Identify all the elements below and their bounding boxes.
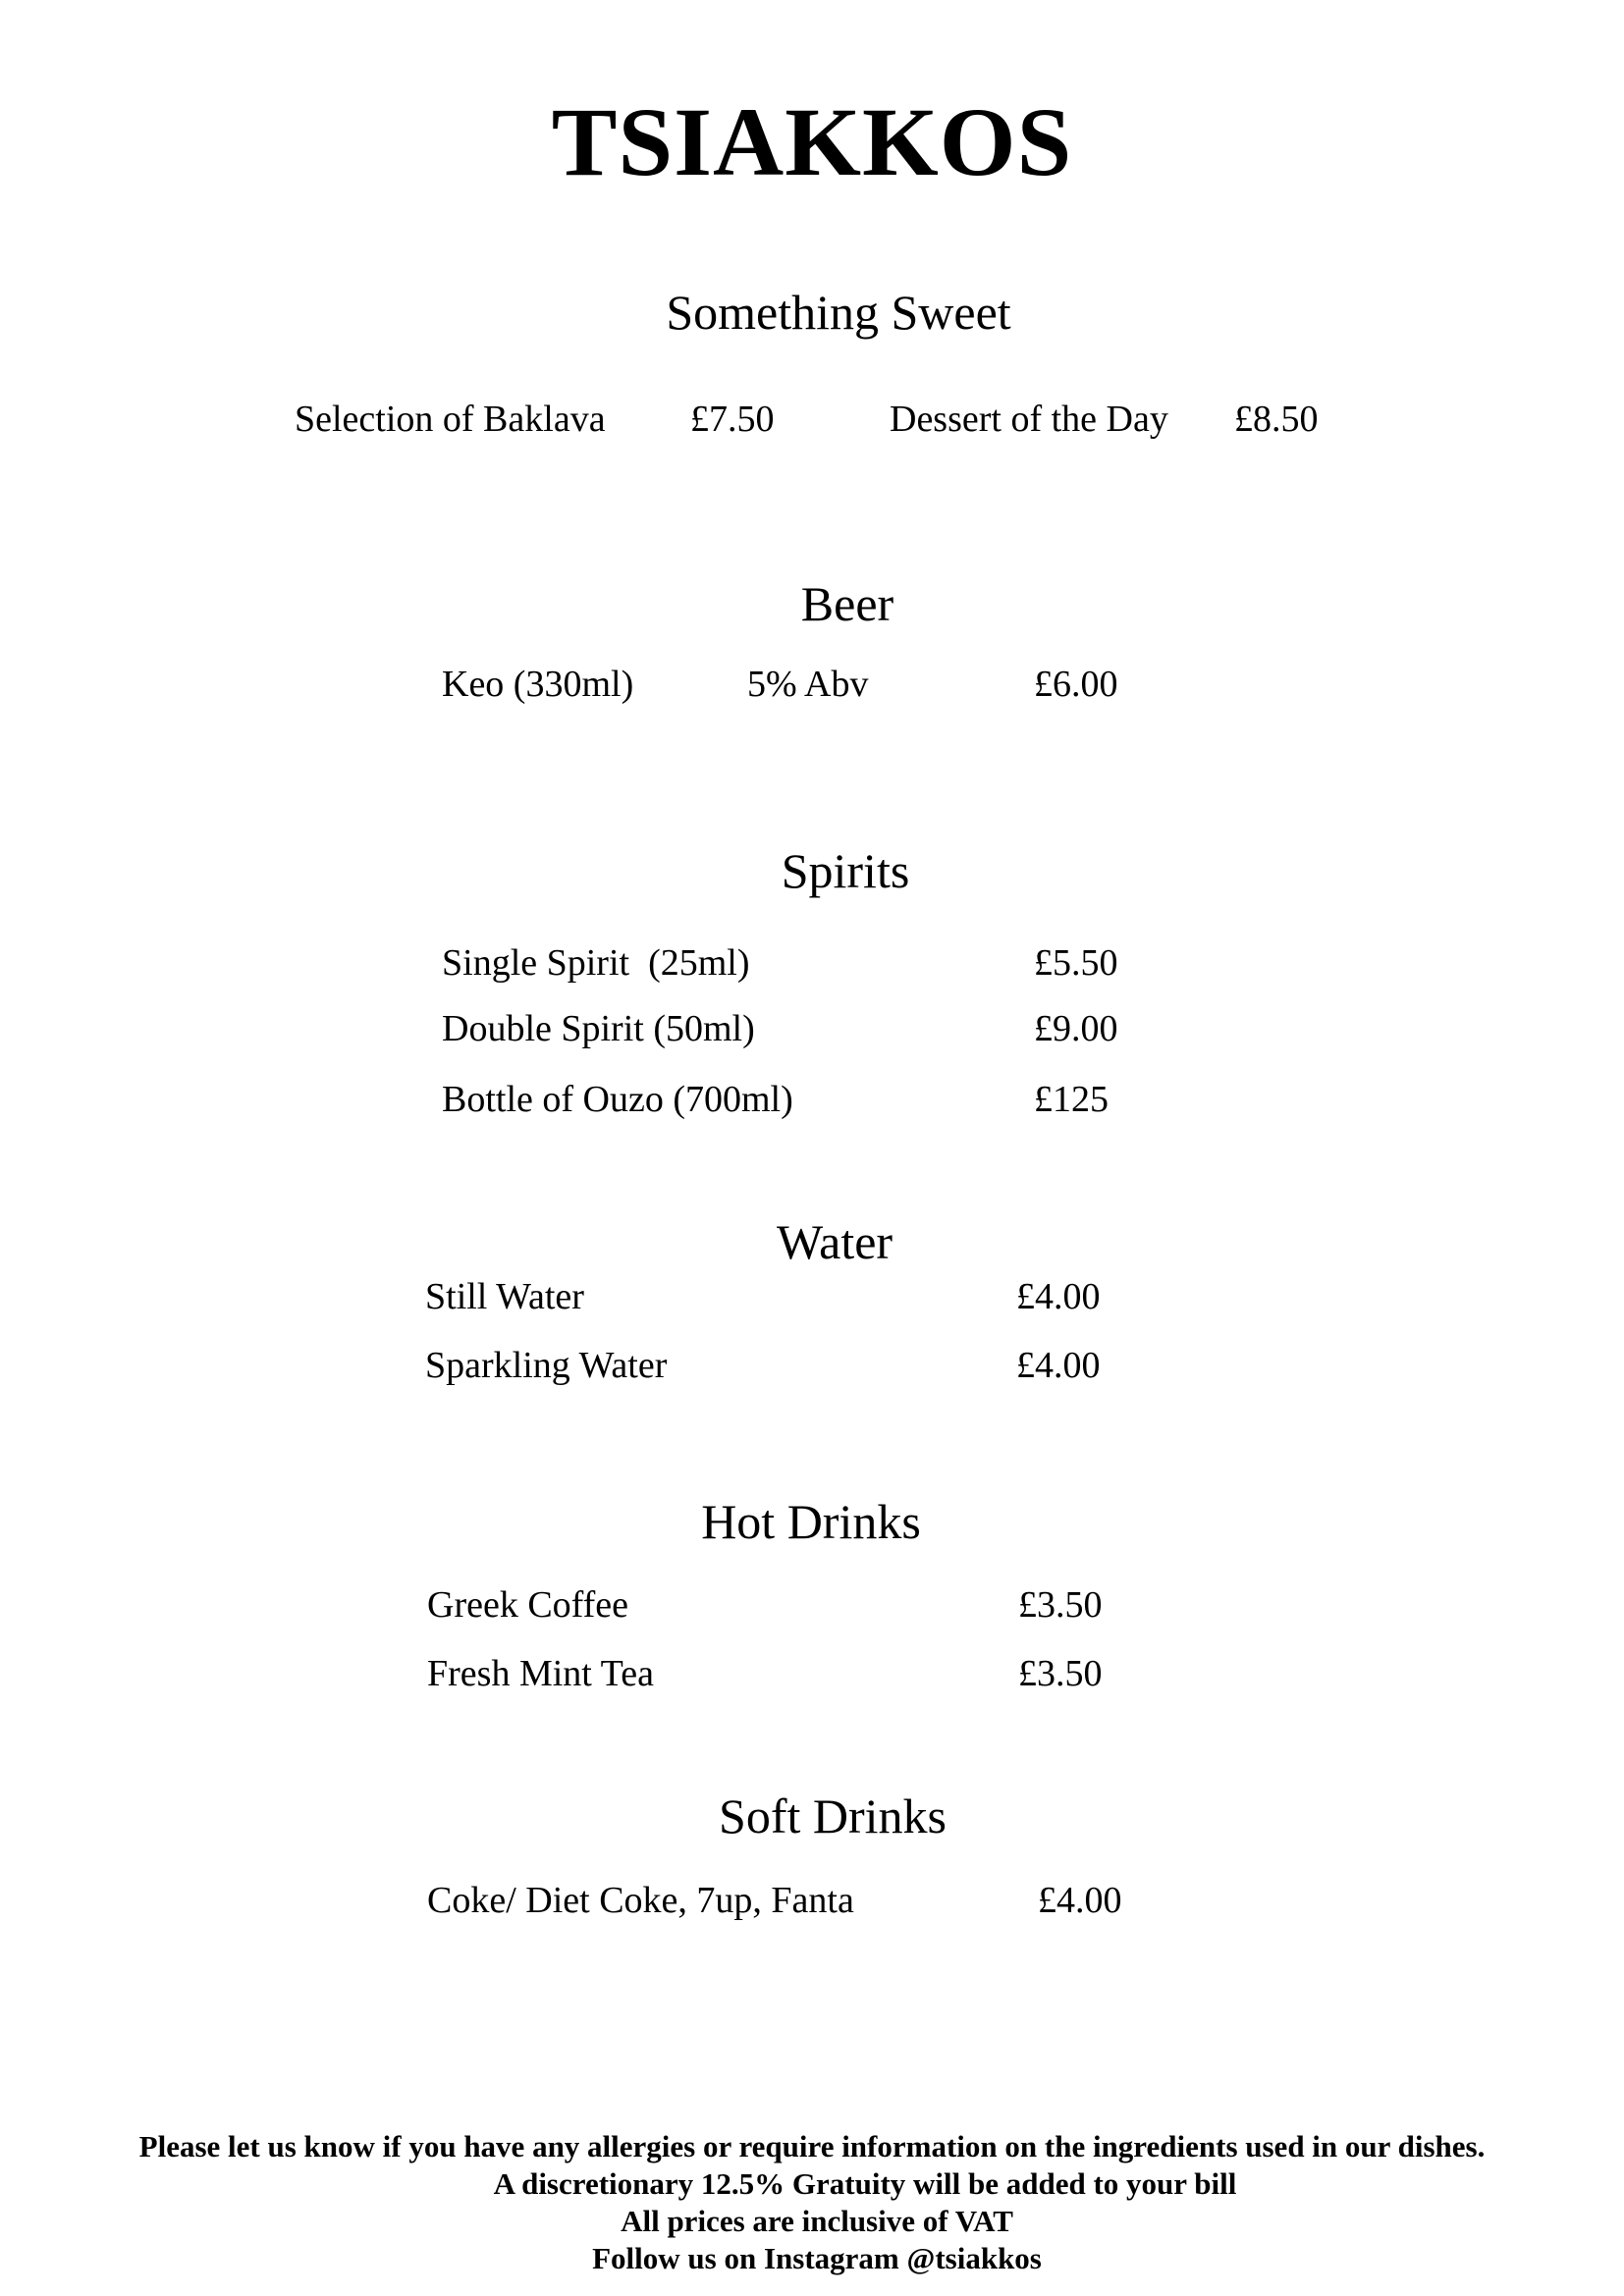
section-heading-beer: Beer	[800, 576, 894, 631]
menu-item-abv: 5% Abv	[747, 664, 869, 705]
footer-instagram: Follow us on Instagram @tsiakkos	[592, 2241, 1042, 2275]
menu-item-price: £4.00	[1016, 1345, 1101, 1386]
section-heading-something-sweet: Something Sweet	[666, 285, 1011, 340]
menu-item-price: £3.50	[1018, 1584, 1103, 1626]
footer-vat-notice: All prices are inclusive of VAT	[621, 2204, 1013, 2238]
menu-item-name: Dessert of the Day	[890, 399, 1168, 440]
menu-item-name: Bottle of Ouzo (700ml)	[442, 1079, 793, 1120]
restaurant-title: TSIAKKOS	[551, 87, 1073, 196]
menu-item-name: Coke/ Diet Coke, 7up, Fanta	[427, 1880, 854, 1921]
menu-item-name: Sparkling Water	[425, 1345, 668, 1386]
menu-item-name: Keo (330ml)	[442, 664, 634, 705]
menu-item-price: £6.00	[1034, 664, 1118, 705]
menu-item-price: £8.50	[1234, 399, 1319, 440]
section-heading-water: Water	[776, 1214, 893, 1269]
menu-item-price: £4.00	[1016, 1276, 1101, 1317]
menu-item-name: Fresh Mint Tea	[427, 1653, 654, 1694]
menu-item-price: £125	[1034, 1079, 1109, 1120]
section-heading-soft-drinks: Soft Drinks	[719, 1789, 947, 1843]
menu-item-name: Single Spirit (25ml)	[442, 942, 750, 984]
footer-gratuity-notice: A discretionary 12.5% Gratuity will be added to your bill	[493, 2166, 1237, 2201]
menu-item-name: Still Water	[425, 1276, 584, 1317]
menu-item-price: £5.50	[1034, 942, 1118, 984]
menu-item-name: Selection of Baklava	[295, 399, 606, 440]
menu-item-name: Greek Coffee	[427, 1584, 629, 1626]
menu-item-price: £7.50	[690, 399, 775, 440]
section-heading-hot-drinks: Hot Drinks	[701, 1494, 921, 1549]
section-heading-spirits: Spirits	[781, 843, 910, 898]
menu-item-name: Double Spirit (50ml)	[442, 1008, 755, 1049]
menu-item-price: £4.00	[1038, 1880, 1122, 1921]
menu-item-price: £9.00	[1034, 1008, 1118, 1049]
menu-item-price: £3.50	[1018, 1653, 1103, 1694]
footer-allergy-notice: Please let us know if you have any allergies or require information on the ingredients used in our dishes.	[138, 2129, 1486, 2163]
